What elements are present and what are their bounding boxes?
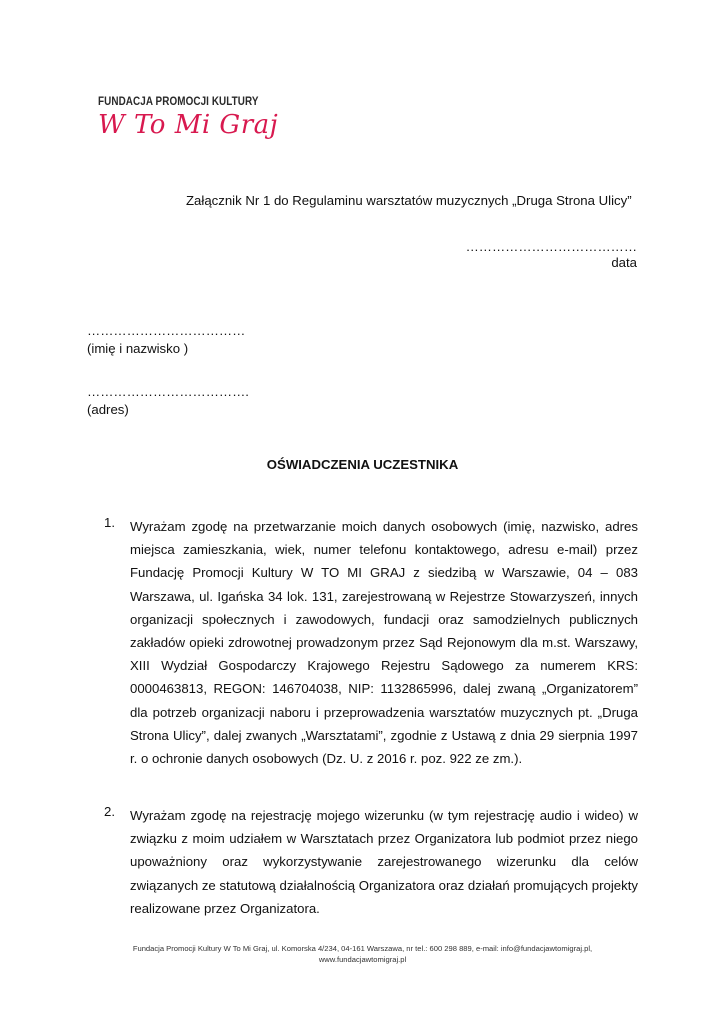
date-label: data [611, 255, 637, 270]
annex-title: Załącznik Nr 1 do Regulaminu warsztatów muzycznych „Druga Strona Ulicy” [186, 193, 632, 208]
date-placeholder-dots: ………………………………… [465, 239, 637, 254]
foundation-logo [98, 96, 279, 148]
footer-address-line: Fundacja Promocji Kultury W To Mi Graj, ul. Komorska 4/234, 04-161 Warszawa, nr tel.: 600 298 889, e-mail: info@fundacjawtomigraj.pl, [132, 944, 593, 953]
clause-2 [104, 804, 638, 920]
clause-number: 1. [104, 515, 115, 530]
name-placeholder-dots: ……………………………… [87, 323, 246, 338]
logo-text-top: FUNDACJA PROMOCJI KULTURY [98, 96, 259, 108]
footer-website-line: www.fundacjawtomigraj.pl [318, 955, 407, 964]
name-label: (imię i nazwisko ) [87, 341, 189, 356]
logo-text-script: W To Mi Graj [98, 110, 279, 140]
address-placeholder-dots: ………………………………. [87, 384, 249, 399]
clause-text: Wyrażam zgodę na rejestrację mojego wizerunku (w tym rejestrację audio i wideo) w związku z moim udziałem w Warsztatach przez Organizatora lub podmiot przez niego upoważniony oraz wykorzystywanie zarejestrowanego wizerunku dla celów związanych ze statutową działalnością Organizatora oraz działań promujących projekty realizowane przez Organizatora. [130, 808, 638, 916]
clause-1 [104, 515, 638, 770]
clause-number: 2. [104, 804, 115, 819]
page-footer [0, 943, 725, 965]
address-label: (adres) [87, 402, 129, 417]
section-heading: OŚWIADCZENIA UCZESTNIKA [266, 457, 459, 472]
clause-text: Wyrażam zgodę na przetwarzanie moich danych osobowych (imię, nazwisko, adres miejsca zamieszkania, wiek, numer telefonu kontaktowego, adresu e-mail) przez Fundację Promocji Kultury W TO MI GRAJ z siedzibą w Warszawie, 04 – 083 Warszawa, ul. Igańska 34 lok. 131, zarejestrowaną w Rejestrze Stowarzyszeń, innych organizacji społecznych i zawodowych, fundacji oraz samodzielnych publicznych zakładów opieki zdrowotnej prowadzonym przez Sąd Rejonowym dla m.st. Warszawy, XIII Wydział Gospodarczy Krajowego Rejestru Sądowego za numerem KRS: 0000463813, REGON: 146704038, NIP: 1132865996, dalej zwaną „Organizatorem” dla potrzeb organizacji naboru i przeprowadzenia warsztatów muzycznych pt. „Druga Strona Ulicy”, dalej zwanych „Warsztatami”, zgodnie z Ustawą z dnia 29 sierpnia 1997 r. o ochronie danych osobowych (Dz. U. z 2016 r. poz. 922 ze zm.). [130, 519, 638, 767]
